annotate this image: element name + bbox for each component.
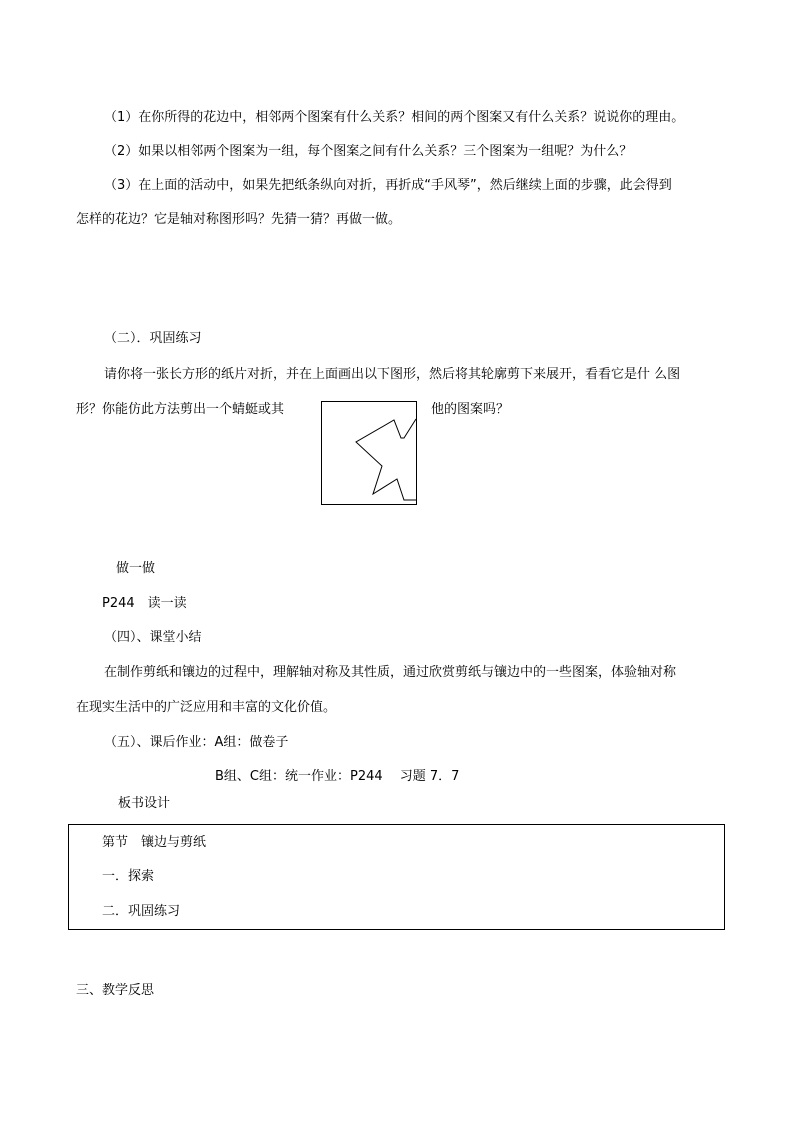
board-item-practice: 二．巩固练习 [102, 904, 181, 919]
section-2-paragraph-line-2-right: 他的图案吗？ [431, 402, 510, 417]
summary-heading: （四）、课堂小结 [104, 630, 202, 645]
summary-line-2: 在现实生活中的广泛应用和丰富的文化价值。 [76, 700, 337, 715]
section-2-paragraph-line-2-left: 形？你能仿此方法剪出一个蜻蜓或其 [76, 402, 285, 417]
teaching-reflection-heading: 三、教学反思 [76, 983, 155, 998]
folded-paper-figure [321, 401, 417, 505]
read-it-line: P244 读一读 [102, 596, 187, 611]
question-3-line-2: 怎样的花边？它是轴对称图形吗？先猜一猜？再做一做。 [76, 212, 402, 227]
do-it-label: 做一做 [116, 561, 156, 576]
summary-line-1: 在制作剪纸和镶边的过程中，理解轴对称及其性质，通过欣赏剪纸与镶边中的一些图案，体验轴对称 [104, 665, 677, 680]
section-2-paragraph-line-1: 请你将一张长方形的纸片对折，并在上面画出以下图形，然后将其轮廓剪下来展开，看看它是什 么图 [104, 367, 681, 382]
homework-line-2: B组、C组：统一作业：P244 习题 7．7 [215, 769, 460, 784]
question-3-line-1: （3）在上面的活动中，如果先把纸条纵向对折，再折成“手风琴”，然后继续上面的步骤，此会得到 [104, 178, 672, 193]
paper-rectangle [322, 402, 417, 505]
board-design-box [68, 824, 725, 930]
board-item-explore: 一．探索 [102, 869, 155, 884]
question-2: （2）如果以相邻两个图案为一组，每个图案之间有什么关系？三个图案为一组呢？为什么？ [104, 144, 633, 159]
section-2-heading: （二）．巩固练习 [104, 331, 202, 346]
board-design-label: 板书设计 [118, 796, 171, 811]
board-title: 第节 镶边与剪纸 [102, 835, 207, 850]
question-1: （1）在你所得的花边中，相邻两个图案有什么关系？相间的两个图案又有什么关系？说说你的理由。 [104, 110, 685, 125]
homework-line-1: （五）、课后作业：A组：做卷子 [104, 735, 289, 750]
